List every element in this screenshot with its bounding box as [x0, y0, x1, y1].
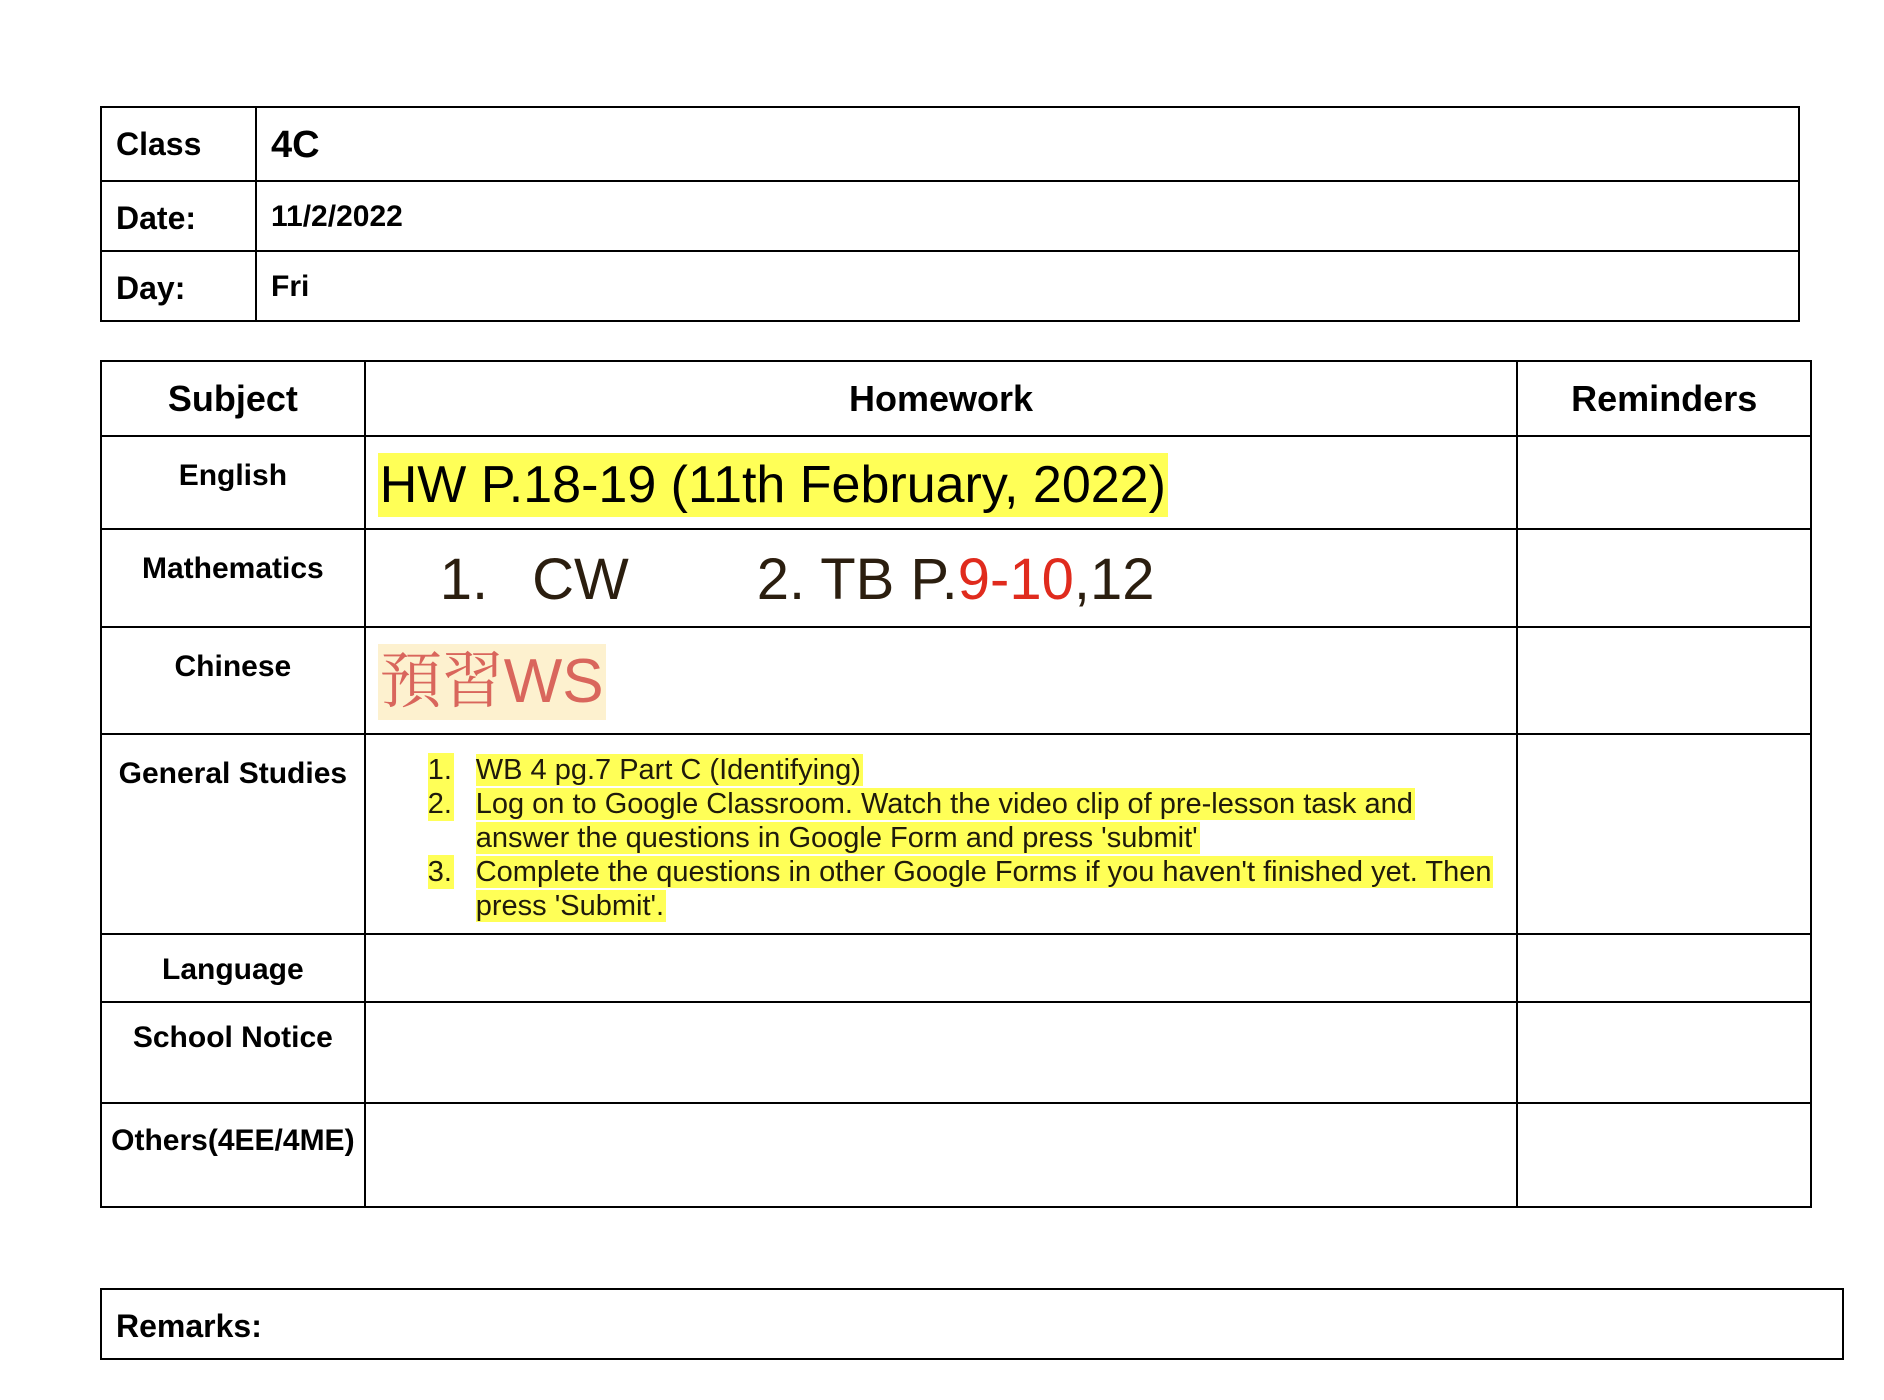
math-item1-text: CW [532, 547, 629, 612]
math-item2-red-pages: 9-10 [957, 547, 1074, 612]
school-notice-reminders [1517, 1002, 1811, 1103]
list-item [428, 855, 1505, 923]
date-value: 11/2/2022 [256, 181, 1799, 251]
language-subject: Language [101, 934, 365, 1002]
english-homework: HW P.18-19 (11th February, 2022) [378, 453, 1168, 517]
chinese-subject: Chinese [101, 627, 365, 734]
english-row [101, 436, 1811, 529]
mathematics-subject: Mathematics [101, 529, 365, 627]
general-studies-list [428, 753, 1505, 923]
class-value: 4C [256, 107, 1799, 181]
mathematics-homework [378, 544, 1505, 616]
list-item-number: 1. [427, 754, 452, 786]
english-subject: English [101, 436, 365, 529]
mathematics-reminders [1517, 529, 1811, 627]
mathematics-row [101, 529, 1811, 627]
header-row [101, 361, 1811, 436]
list-item-text: Log on to Google Classroom. Watch the video clip of pre-lesson task and answer the questions in Google Form and press 'submit' [475, 788, 1413, 854]
date-row [101, 181, 1799, 251]
list-item-number: 3. [427, 856, 452, 888]
school-notice-homework [365, 1002, 1518, 1103]
school-notice-row [101, 1002, 1811, 1103]
language-row [101, 934, 1811, 1002]
general-studies-homework-cell [365, 734, 1518, 934]
class-info-table [100, 106, 1800, 322]
math-item2-suffix: ,12 [1073, 547, 1155, 612]
reminders-header: Reminders [1517, 361, 1811, 436]
list-item [428, 787, 1505, 855]
day-row [101, 251, 1799, 321]
english-homework-cell [365, 436, 1518, 529]
math-item1-number: 1. [439, 547, 489, 612]
date-label: Date: [101, 181, 256, 251]
day-value: Fri [256, 251, 1799, 321]
others-homework [365, 1103, 1518, 1207]
class-label: Class [101, 107, 256, 181]
general-studies-row [101, 734, 1811, 934]
mathematics-homework-cell [365, 529, 1518, 627]
others-reminders [1517, 1103, 1811, 1207]
language-homework [365, 934, 1518, 1002]
chinese-row [101, 627, 1811, 734]
chinese-homework-cell [365, 627, 1518, 734]
chinese-reminders [1517, 627, 1811, 734]
general-studies-reminders [1517, 734, 1811, 934]
list-item-text: WB 4 pg.7 Part C (Identifying) [475, 754, 861, 786]
general-studies-subject: General Studies [101, 734, 365, 934]
school-notice-subject: School Notice [101, 1002, 365, 1103]
others-subject: Others(4EE/4ME) [101, 1103, 365, 1207]
list-item-number: 2. [427, 788, 452, 820]
remarks-row [101, 1289, 1843, 1359]
remarks-table [100, 1288, 1844, 1360]
class-row [101, 107, 1799, 181]
english-reminders [1517, 436, 1811, 529]
chinese-homework: 預習WS [378, 644, 606, 720]
list-item [428, 753, 1505, 787]
list-item-text: Complete the questions in other Google Forms if you haven't finished yet. Then press 'Submit'. [475, 856, 1492, 922]
subject-header: Subject [101, 361, 365, 436]
math-item2-prefix: 2. TB P. [756, 547, 958, 612]
remarks-label: Remarks: [101, 1289, 1843, 1359]
homework-header: Homework [365, 361, 1518, 436]
others-row [101, 1103, 1811, 1207]
day-label: Day: [101, 251, 256, 321]
homework-table [100, 360, 1812, 1208]
language-reminders [1517, 934, 1811, 1002]
